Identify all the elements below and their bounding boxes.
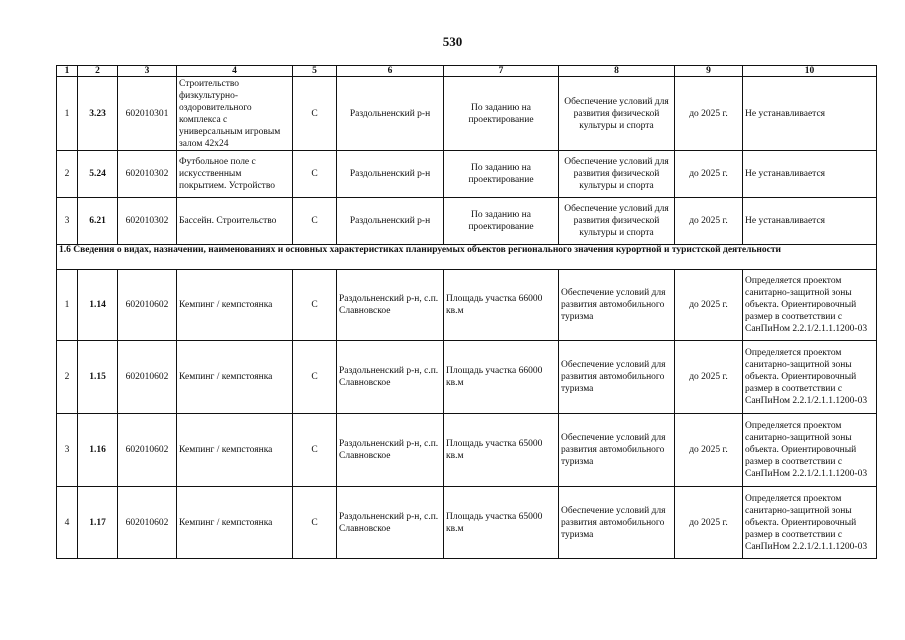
object-zone: Определяется проектом санитарно-защитной зоны объекта. Ориентировочный размер в соответствии с СанПиНом 2.2.1/2.1.1.1200-03 — [743, 270, 877, 341]
object-zone: Не устанавливается — [743, 198, 877, 245]
object-code: 5.24 — [78, 151, 118, 198]
column-header: 7 — [444, 66, 559, 77]
object-type: С — [293, 77, 337, 151]
row-number: 3 — [57, 414, 78, 487]
column-header: 3 — [118, 66, 177, 77]
object-id: 602010602 — [118, 414, 177, 487]
object-purpose: Обеспечение условий для развития автомобильного туризма — [559, 487, 675, 559]
object-zone: Определяется проектом санитарно-защитной зоны объекта. Ориентировочный размер в соответствии с СанПиНом 2.2.1/2.1.1.1200-03 — [743, 414, 877, 487]
table-row — [57, 151, 877, 198]
object-location: Раздольненский р-н — [337, 198, 444, 245]
object-characteristics: По заданию на проектирование — [444, 198, 559, 245]
object-deadline: до 2025 г. — [675, 341, 743, 414]
table-row — [57, 198, 877, 245]
object-characteristics: Площадь участка 66000 кв.м — [444, 270, 559, 341]
column-header: 6 — [337, 66, 444, 77]
object-type: С — [293, 487, 337, 559]
row-number: 1 — [57, 270, 78, 341]
object-zone: Определяется проектом санитарно-защитной зоны объекта. Ориентировочный размер в соответствии с СанПиНом 2.2.1/2.1.1.1200-03 — [743, 487, 877, 559]
object-id: 602010602 — [118, 487, 177, 559]
object-purpose: Обеспечение условий для развития физической культуры и спорта — [559, 151, 675, 198]
object-location: Раздольненский р-н, с.п. Славновское — [337, 341, 444, 414]
object-code: 6.21 — [78, 198, 118, 245]
object-id: 602010301 — [118, 77, 177, 151]
object-location: Раздольненский р-н, с.п. Славновское — [337, 270, 444, 341]
section-title: 1.6 Сведения о видах, назначении, наименованиях и основных характеристиках планируемых объектов регионального значения курортной и туристской деятельности — [57, 245, 877, 270]
object-type: С — [293, 341, 337, 414]
table-row — [57, 77, 877, 151]
section-row — [57, 245, 877, 270]
column-header: 8 — [559, 66, 675, 77]
object-deadline: до 2025 г. — [675, 270, 743, 341]
object-zone: Не устанавливается — [743, 77, 877, 151]
column-header: 4 — [177, 66, 293, 77]
table-row — [57, 341, 877, 414]
row-number: 3 — [57, 198, 78, 245]
objects-table — [56, 65, 877, 559]
row-number: 1 — [57, 77, 78, 151]
object-zone: Не устанавливается — [743, 151, 877, 198]
object-purpose: Обеспечение условий для развития автомобильного туризма — [559, 341, 675, 414]
object-name: Кемпинг / кемпстоянка — [177, 341, 293, 414]
row-number: 4 — [57, 487, 78, 559]
object-deadline: до 2025 г. — [675, 414, 743, 487]
object-location: Раздольненский р-н — [337, 77, 444, 151]
object-characteristics: Площадь участка 65000 кв.м — [444, 487, 559, 559]
column-header: 2 — [78, 66, 118, 77]
object-zone: Определяется проектом санитарно-защитной зоны объекта. Ориентировочный размер в соответствии с СанПиНом 2.2.1/2.1.1.1200-03 — [743, 341, 877, 414]
row-number: 2 — [57, 151, 78, 198]
column-header: 9 — [675, 66, 743, 77]
object-name: Футбольное поле с искусственным покрытием. Устройство — [177, 151, 293, 198]
object-characteristics: По заданию на проектирование — [444, 151, 559, 198]
table-row — [57, 414, 877, 487]
object-purpose: Обеспечение условий для развития физической культуры и спорта — [559, 77, 675, 151]
object-id: 602010302 — [118, 151, 177, 198]
table-row — [57, 487, 877, 559]
object-type: С — [293, 414, 337, 487]
object-characteristics: По заданию на проектирование — [444, 77, 559, 151]
column-header: 5 — [293, 66, 337, 77]
table-row — [57, 270, 877, 341]
object-code: 1.15 — [78, 341, 118, 414]
header-row — [57, 66, 877, 77]
object-code: 1.14 — [78, 270, 118, 341]
object-deadline: до 2025 г. — [675, 77, 743, 151]
column-header: 10 — [743, 66, 877, 77]
object-characteristics: Площадь участка 65000 кв.м — [444, 414, 559, 487]
column-header: 1 — [57, 66, 78, 77]
object-purpose: Обеспечение условий для развития физической культуры и спорта — [559, 198, 675, 245]
object-id: 602010602 — [118, 341, 177, 414]
object-purpose: Обеспечение условий для развития автомобильного туризма — [559, 270, 675, 341]
object-type: С — [293, 270, 337, 341]
object-characteristics: Площадь участка 66000 кв.м — [444, 341, 559, 414]
object-name: Строительство физкультурно-оздоровительного комплекса с универсальным игровым залом 42х24 — [177, 77, 293, 151]
page-number: 530 — [442, 34, 463, 49]
object-name: Кемпинг / кемпстоянка — [177, 414, 293, 487]
object-code: 1.16 — [78, 414, 118, 487]
object-location: Раздольненский р-н, с.п. Славновское — [337, 414, 444, 487]
object-name: Кемпинг / кемпстоянка — [177, 487, 293, 559]
object-type: С — [293, 198, 337, 245]
object-type: С — [293, 151, 337, 198]
object-deadline: до 2025 г. — [675, 487, 743, 559]
object-location: Раздольненский р-н, с.п. Славновское — [337, 487, 444, 559]
object-location: Раздольненский р-н — [337, 151, 444, 198]
object-purpose: Обеспечение условий для развития автомобильного туризма — [559, 414, 675, 487]
object-code: 1.17 — [78, 487, 118, 559]
row-number: 2 — [57, 341, 78, 414]
object-deadline: до 2025 г. — [675, 151, 743, 198]
object-id: 602010302 — [118, 198, 177, 245]
object-code: 3.23 — [78, 77, 118, 151]
object-name: Кемпинг / кемпстоянка — [177, 270, 293, 341]
object-name: Бассейн. Строительство — [177, 198, 293, 245]
object-deadline: до 2025 г. — [675, 198, 743, 245]
object-id: 602010602 — [118, 270, 177, 341]
